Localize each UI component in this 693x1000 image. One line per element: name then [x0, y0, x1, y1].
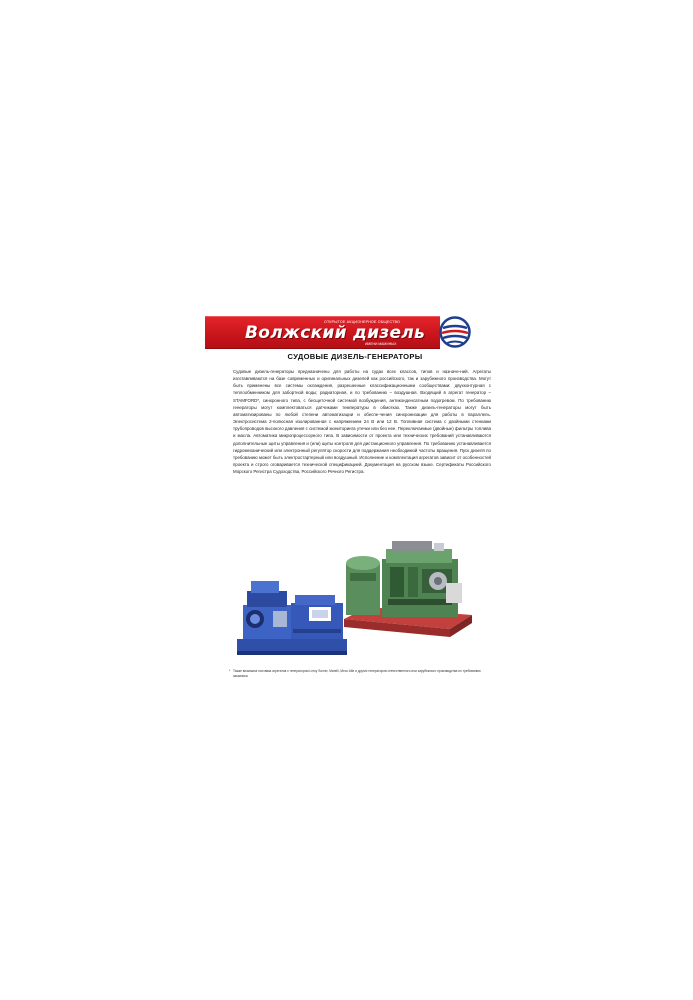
footnote — [229, 669, 491, 679]
banner-sub-line: ИМЕНИ МАМИНЫХ — [365, 342, 397, 346]
brand-banner — [205, 316, 440, 349]
page-title: СУДОВЫЕ ДИЗЕЛЬ-ГЕНЕРАТОРЫ — [287, 352, 423, 361]
body-paragraph: Судовые дизель-генераторы предназначены для работы на судах всех классов, типов и назначе-ний. Агрегаты изготавливаются на базе современных и оригинальных дизелей как российского, так и зарубежного производства. Могут быть применены все системы охлаждения, разрешенные классификационными сообществами: двухконтурная с теплообменником для забортной воды; радиаторная, и по требованию – воздушная. Входящий в агрегат генератор – STAMFORD*, синхронного типа, с бесщеточной системой возбуждения, антиконденсатным подогревом. По требованию генераторы могут комплектоваться датчиками температуры в обмотках. Также дизель-генераторы могут быть автоматизированы по любой степени автоматизации и обеспе-чения синхронизации для работы в параллель. Электросистема 2-полюсная изолированная с напряжением 24 В или 12 В. Топливная система с двойными стенками трубопроводов высокого давления с системой мониторинга утечки или без нее. Переключаемые (двойные) фильтры топлива и масла. Автоматика микропроцессорного типа. В зависимости от проекта или технических требований устанавливаются дополнительные щиты управления и (или) щиты контроля для дистанционного управления. По требованию устанавливается гидромеханический или электронный регулятор скорости для поддержания необходимой частоты вращения. Пуск дизеля по требованию может быть электростартерный или воздушный. Исполнение и комплектация агрегатов зависит от особенностей проекта и строго оговаривается технической спецификацией. Документация на русском языке. Сертификаты Российского Морского Регистра Судоходства, Российского Речного Регистра. — [233, 369, 491, 475]
blue-marine-diesel-generator-image — [233, 567, 351, 659]
footnote-mark: * — [229, 669, 231, 673]
green-diesel-generator-on-red-frame-image — [342, 533, 474, 645]
footnote-text: Также возможна поставка агрегатов с генератором Leroy Somer, Marelli, Mecc Alte и других генераторов отечественного или зарубежного производства по требованию заказчика. — [233, 669, 481, 678]
globe-logo-icon — [439, 316, 471, 348]
banner-org-line: ОТКРЫТОЕ АКЦИОНЕРНОЕ ОБЩЕСТВО — [324, 320, 401, 324]
brand-name: Волжский дизель — [245, 323, 426, 343]
